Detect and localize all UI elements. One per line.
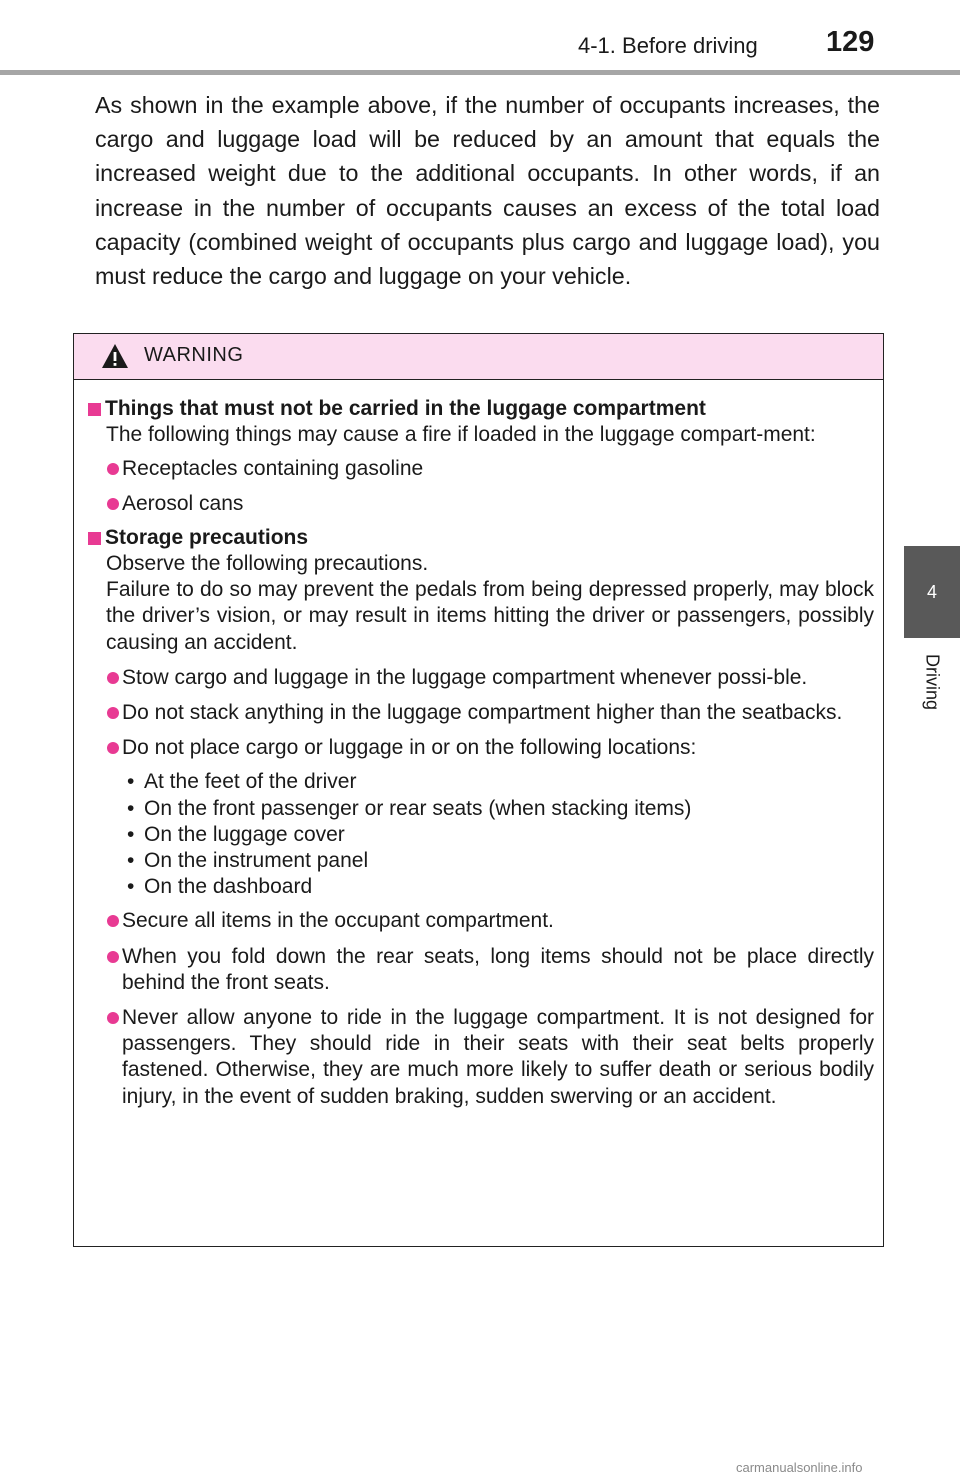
- list-item: Aerosol cans: [106, 491, 874, 517]
- warning-box: [73, 333, 884, 1247]
- footer-watermark: carmanualsonline.info: [736, 1460, 863, 1475]
- page-header: [0, 0, 960, 76]
- list-item: Do not stack anything in the luggage compartment higher than the seatbacks.: [106, 700, 874, 726]
- sub-list-item: • On the dashboard: [122, 874, 874, 900]
- warning-title: WARNING: [144, 344, 244, 366]
- list-item: Never allow anyone to ride in the luggage compartment. It is not designed for passengers. They should ride in their seats with their seat belts properly fastened. Otherwise, they are much more likely to suffer death or serious bodily injury, in the event of sudden braking, sudden swerving or an accident.: [106, 1005, 874, 1110]
- intro-paragraph: As shown in the example above, if the number of occupants increases, the cargo and luggage load will be reduced by an amount that equals the increased weight due to the additional occupants. In other words, if an increase in the number of occupants causes an excess of the total load capacity (combined weight of occupants plus cargo and luggage load), you must reduce the cargo and luggage on your vehicle.: [95, 92, 880, 290]
- warning-triangle-icon: [101, 343, 129, 369]
- section-heading: Things that must not be carried in the luggage compartment: [88, 396, 874, 422]
- chapter-label-container: [904, 640, 960, 730]
- section-text: Failure to do so may prevent the pedals from being depressed properly, may block the driver’s vision, or may result in items hitting the driver or passengers, possibly causing an accident.: [106, 578, 874, 654]
- sub-list-item: • On the front passenger or rear seats (when stacking items): [122, 796, 874, 822]
- page-number: 129: [826, 26, 875, 58]
- section-title: 4-1. Before driving: [578, 33, 758, 58]
- chapter-number: 4: [926, 582, 937, 602]
- section-text: Observe the following precautions.: [106, 552, 429, 576]
- chapter-tab: [904, 546, 960, 638]
- chapter-label: Driving: [922, 653, 943, 711]
- list-item: Do not place cargo or luggage in or on the following locations:: [106, 735, 874, 761]
- list-item: When you fold down the rear seats, long items should not be place directly behind the front seats.: [106, 944, 874, 996]
- header-rule: [0, 70, 960, 75]
- list-item: Receptacles containing gasoline: [106, 456, 874, 482]
- sub-list-item: • At the feet of the driver: [122, 769, 874, 795]
- list-item: Secure all items in the occupant compartment.: [106, 908, 874, 934]
- sub-list-item: • On the luggage cover: [122, 822, 874, 848]
- warning-body: [88, 396, 874, 1110]
- section-heading: Storage precautions: [88, 525, 874, 551]
- sub-list-item: • On the instrument panel: [122, 848, 874, 874]
- list-item: Stow cargo and luggage in the luggage compartment whenever possi-ble.: [106, 665, 874, 691]
- warning-header: [74, 334, 883, 380]
- section-text: The following things may cause a fire if loaded in the luggage compart-ment:: [106, 423, 816, 447]
